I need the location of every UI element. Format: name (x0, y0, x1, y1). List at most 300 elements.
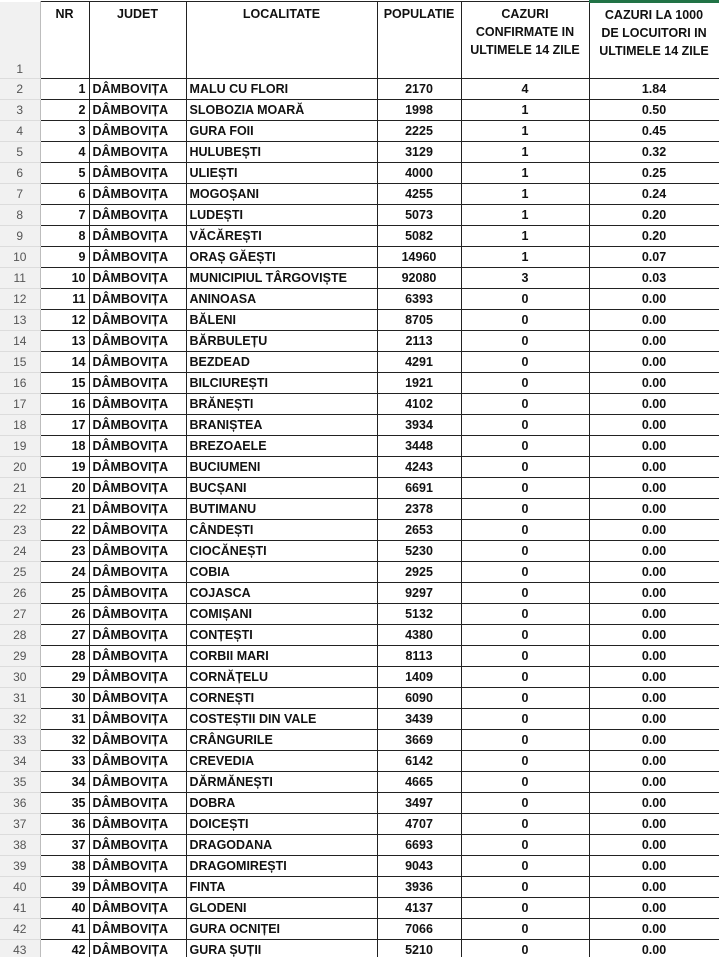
cell-nr[interactable]: 36 (40, 814, 89, 835)
cell-populatie[interactable]: 6691 (377, 478, 461, 499)
cell-judet[interactable]: DÂMBOVIȚA (89, 688, 186, 709)
cell-cazuri[interactable]: 0 (461, 940, 589, 957)
cell-localitate[interactable]: COSTEȘTII DIN VALE (186, 709, 377, 730)
cell-judet[interactable]: DÂMBOVIȚA (89, 289, 186, 310)
cell-populatie[interactable]: 1409 (377, 667, 461, 688)
cell-cazuri-la-1000[interactable]: 0.00 (589, 478, 719, 499)
cell-cazuri-la-1000[interactable]: 0.00 (589, 436, 719, 457)
row-number[interactable]: 8 (0, 205, 40, 226)
cell-localitate[interactable]: CREVEDIA (186, 751, 377, 772)
cell-cazuri[interactable]: 0 (461, 331, 589, 352)
cell-nr[interactable]: 10 (40, 268, 89, 289)
cell-judet[interactable]: DÂMBOVIȚA (89, 331, 186, 352)
cell-localitate[interactable]: COMIȘANI (186, 604, 377, 625)
cell-nr[interactable]: 24 (40, 562, 89, 583)
cell-judet[interactable]: DÂMBOVIȚA (89, 142, 186, 163)
cell-judet[interactable]: DÂMBOVIȚA (89, 310, 186, 331)
cell-cazuri[interactable]: 0 (461, 373, 589, 394)
cell-populatie[interactable]: 9043 (377, 856, 461, 877)
cell-judet[interactable]: DÂMBOVIȚA (89, 205, 186, 226)
cell-cazuri[interactable]: 0 (461, 310, 589, 331)
cell-localitate[interactable]: CIOCĂNEȘTI (186, 541, 377, 562)
cell-nr[interactable]: 29 (40, 667, 89, 688)
cell-judet[interactable]: DÂMBOVIȚA (89, 457, 186, 478)
cell-populatie[interactable]: 1998 (377, 100, 461, 121)
cell-cazuri[interactable]: 0 (461, 709, 589, 730)
cell-cazuri-la-1000[interactable]: 0.00 (589, 709, 719, 730)
row-number[interactable]: 12 (0, 289, 40, 310)
cell-cazuri-la-1000[interactable]: 0.00 (589, 835, 719, 856)
cell-cazuri-la-1000[interactable]: 0.07 (589, 247, 719, 268)
cell-populatie[interactable]: 7066 (377, 919, 461, 940)
cell-judet[interactable]: DÂMBOVIȚA (89, 646, 186, 667)
row-number[interactable]: 6 (0, 163, 40, 184)
cell-cazuri-la-1000[interactable]: 0.00 (589, 331, 719, 352)
cell-populatie[interactable]: 4000 (377, 163, 461, 184)
cell-localitate[interactable]: ULIEȘTI (186, 163, 377, 184)
row-number[interactable]: 41 (0, 898, 40, 919)
cell-cazuri-la-1000[interactable]: 0.00 (589, 793, 719, 814)
cell-cazuri[interactable]: 0 (461, 415, 589, 436)
row-number[interactable]: 21 (0, 478, 40, 499)
row-number[interactable]: 14 (0, 331, 40, 352)
cell-cazuri[interactable]: 1 (461, 247, 589, 268)
cell-cazuri-la-1000[interactable]: 0.00 (589, 415, 719, 436)
cell-nr[interactable]: 27 (40, 625, 89, 646)
cell-populatie[interactable]: 2225 (377, 121, 461, 142)
row-number[interactable]: 20 (0, 457, 40, 478)
cell-populatie[interactable]: 3934 (377, 415, 461, 436)
cell-populatie[interactable]: 3448 (377, 436, 461, 457)
cell-cazuri-la-1000[interactable]: 0.00 (589, 877, 719, 898)
cell-nr[interactable]: 37 (40, 835, 89, 856)
cell-cazuri-la-1000[interactable]: 0.20 (589, 226, 719, 247)
cell-cazuri-la-1000[interactable]: 0.32 (589, 142, 719, 163)
cell-nr[interactable]: 9 (40, 247, 89, 268)
cell-localitate[interactable]: GURA FOII (186, 121, 377, 142)
row-number[interactable]: 29 (0, 646, 40, 667)
cell-localitate[interactable]: MOGOȘANI (186, 184, 377, 205)
cell-nr[interactable]: 12 (40, 310, 89, 331)
cell-cazuri[interactable]: 0 (461, 541, 589, 562)
cell-populatie[interactable]: 4380 (377, 625, 461, 646)
cell-cazuri[interactable]: 4 (461, 79, 589, 100)
cell-nr[interactable]: 23 (40, 541, 89, 562)
cell-judet[interactable]: DÂMBOVIȚA (89, 940, 186, 957)
cell-localitate[interactable]: COJASCA (186, 583, 377, 604)
cell-nr[interactable]: 16 (40, 394, 89, 415)
row-number[interactable]: 15 (0, 352, 40, 373)
cell-populatie[interactable]: 8705 (377, 310, 461, 331)
cell-localitate[interactable]: CORNEȘTI (186, 688, 377, 709)
cell-judet[interactable]: DÂMBOVIȚA (89, 667, 186, 688)
cell-cazuri[interactable]: 0 (461, 583, 589, 604)
row-number[interactable]: 36 (0, 793, 40, 814)
row-number[interactable]: 9 (0, 226, 40, 247)
cell-judet[interactable]: DÂMBOVIȚA (89, 625, 186, 646)
cell-nr[interactable]: 32 (40, 730, 89, 751)
header-populatie[interactable]: POPULATIE (377, 2, 461, 79)
cell-populatie[interactable]: 3439 (377, 709, 461, 730)
cell-localitate[interactable]: BRĂNEȘTI (186, 394, 377, 415)
cell-nr[interactable]: 33 (40, 751, 89, 772)
cell-cazuri-la-1000[interactable]: 0.00 (589, 919, 719, 940)
row-number[interactable]: 39 (0, 856, 40, 877)
row-number[interactable]: 31 (0, 688, 40, 709)
cell-nr[interactable]: 22 (40, 520, 89, 541)
cell-judet[interactable]: DÂMBOVIȚA (89, 520, 186, 541)
row-number[interactable]: 5 (0, 142, 40, 163)
row-number[interactable]: 3 (0, 100, 40, 121)
cell-cazuri-la-1000[interactable]: 0.00 (589, 730, 719, 751)
row-number[interactable]: 42 (0, 919, 40, 940)
cell-cazuri[interactable]: 0 (461, 646, 589, 667)
cell-nr[interactable]: 19 (40, 457, 89, 478)
cell-judet[interactable]: DÂMBOVIȚA (89, 163, 186, 184)
cell-cazuri-la-1000[interactable]: 0.45 (589, 121, 719, 142)
cell-populatie[interactable]: 5082 (377, 226, 461, 247)
cell-populatie[interactable]: 6393 (377, 289, 461, 310)
cell-localitate[interactable]: GURA ȘUȚII (186, 940, 377, 957)
cell-localitate[interactable]: BILCIUREȘTI (186, 373, 377, 394)
cell-nr[interactable]: 8 (40, 226, 89, 247)
cell-cazuri[interactable]: 0 (461, 625, 589, 646)
cell-localitate[interactable]: GURA OCNIȚEI (186, 919, 377, 940)
row-number[interactable]: 24 (0, 541, 40, 562)
cell-judet[interactable]: DÂMBOVIȚA (89, 835, 186, 856)
cell-populatie[interactable]: 4243 (377, 457, 461, 478)
cell-localitate[interactable]: ORAȘ GĂEȘTI (186, 247, 377, 268)
cell-cazuri-la-1000[interactable]: 0.00 (589, 310, 719, 331)
cell-nr[interactable]: 20 (40, 478, 89, 499)
cell-localitate[interactable]: BRANIȘTEA (186, 415, 377, 436)
cell-judet[interactable]: DÂMBOVIȚA (89, 877, 186, 898)
cell-populatie[interactable]: 2925 (377, 562, 461, 583)
row-number[interactable]: 30 (0, 667, 40, 688)
cell-populatie[interactable]: 4291 (377, 352, 461, 373)
cell-judet[interactable]: DÂMBOVIȚA (89, 121, 186, 142)
cell-cazuri[interactable]: 0 (461, 730, 589, 751)
cell-cazuri[interactable]: 1 (461, 205, 589, 226)
cell-nr[interactable]: 38 (40, 856, 89, 877)
cell-judet[interactable]: DÂMBOVIȚA (89, 268, 186, 289)
cell-localitate[interactable]: MUNICIPIUL TÂRGOVIȘTE (186, 268, 377, 289)
cell-judet[interactable]: DÂMBOVIȚA (89, 814, 186, 835)
cell-localitate[interactable]: DRAGODANA (186, 835, 377, 856)
cell-judet[interactable]: DÂMBOVIȚA (89, 730, 186, 751)
cell-cazuri[interactable]: 1 (461, 100, 589, 121)
row-number[interactable]: 19 (0, 436, 40, 457)
cell-judet[interactable]: DÂMBOVIȚA (89, 751, 186, 772)
cell-populatie[interactable]: 5073 (377, 205, 461, 226)
row-number[interactable]: 23 (0, 520, 40, 541)
cell-judet[interactable]: DÂMBOVIȚA (89, 856, 186, 877)
cell-cazuri[interactable]: 1 (461, 184, 589, 205)
cell-populatie[interactable]: 3129 (377, 142, 461, 163)
cell-cazuri-la-1000[interactable]: 0.00 (589, 562, 719, 583)
cell-cazuri-la-1000[interactable]: 0.50 (589, 100, 719, 121)
cell-localitate[interactable]: VĂCĂREȘTI (186, 226, 377, 247)
cell-cazuri[interactable]: 0 (461, 394, 589, 415)
cell-judet[interactable]: DÂMBOVIȚA (89, 247, 186, 268)
cell-cazuri[interactable]: 1 (461, 121, 589, 142)
cell-cazuri-la-1000[interactable]: 0.00 (589, 373, 719, 394)
cell-populatie[interactable]: 6090 (377, 688, 461, 709)
cell-cazuri-la-1000[interactable]: 0.00 (589, 688, 719, 709)
cell-judet[interactable]: DÂMBOVIȚA (89, 709, 186, 730)
cell-judet[interactable]: DÂMBOVIȚA (89, 478, 186, 499)
cell-nr[interactable]: 1 (40, 79, 89, 100)
cell-nr[interactable]: 14 (40, 352, 89, 373)
cell-populatie[interactable]: 2378 (377, 499, 461, 520)
cell-cazuri-la-1000[interactable]: 0.00 (589, 394, 719, 415)
row-number[interactable]: 18 (0, 415, 40, 436)
cell-populatie[interactable]: 8113 (377, 646, 461, 667)
cell-cazuri[interactable]: 0 (461, 604, 589, 625)
cell-cazuri[interactable]: 0 (461, 793, 589, 814)
cell-populatie[interactable]: 2113 (377, 331, 461, 352)
header-cazuri-la-1000[interactable] (589, 2, 719, 79)
cell-judet[interactable]: DÂMBOVIȚA (89, 541, 186, 562)
cell-nr[interactable]: 42 (40, 940, 89, 957)
row-number[interactable]: 33 (0, 730, 40, 751)
cell-cazuri-la-1000[interactable]: 0.00 (589, 520, 719, 541)
cell-populatie[interactable]: 3497 (377, 793, 461, 814)
row-number[interactable]: 17 (0, 394, 40, 415)
cell-localitate[interactable]: MALU CU FLORI (186, 79, 377, 100)
cell-localitate[interactable]: DOICEȘTI (186, 814, 377, 835)
cell-cazuri[interactable]: 1 (461, 163, 589, 184)
cell-judet[interactable]: DÂMBOVIȚA (89, 919, 186, 940)
cell-populatie[interactable]: 3936 (377, 877, 461, 898)
cell-judet[interactable]: DÂMBOVIȚA (89, 352, 186, 373)
cell-nr[interactable]: 13 (40, 331, 89, 352)
cell-cazuri[interactable]: 0 (461, 835, 589, 856)
cell-cazuri-la-1000[interactable]: 0.20 (589, 205, 719, 226)
row-number[interactable]: 1 (0, 2, 40, 79)
row-number[interactable]: 43 (0, 940, 40, 957)
cell-cazuri-la-1000[interactable]: 0.00 (589, 856, 719, 877)
cell-cazuri[interactable]: 0 (461, 478, 589, 499)
row-number[interactable]: 22 (0, 499, 40, 520)
row-number[interactable]: 27 (0, 604, 40, 625)
row-number[interactable]: 16 (0, 373, 40, 394)
cell-localitate[interactable]: CORNĂȚELU (186, 667, 377, 688)
cell-cazuri-la-1000[interactable]: 0.00 (589, 604, 719, 625)
cell-nr[interactable]: 30 (40, 688, 89, 709)
cell-populatie[interactable]: 5210 (377, 940, 461, 957)
cell-populatie[interactable]: 6693 (377, 835, 461, 856)
row-number[interactable]: 13 (0, 310, 40, 331)
cell-populatie[interactable]: 14960 (377, 247, 461, 268)
cell-nr[interactable]: 35 (40, 793, 89, 814)
cell-judet[interactable]: DÂMBOVIȚA (89, 373, 186, 394)
cell-populatie[interactable]: 5132 (377, 604, 461, 625)
cell-localitate[interactable]: CÂNDEȘTI (186, 520, 377, 541)
cell-localitate[interactable]: BUCȘANI (186, 478, 377, 499)
cell-populatie[interactable]: 3669 (377, 730, 461, 751)
header-localitate[interactable]: LOCALITATE (186, 2, 377, 79)
cell-localitate[interactable]: CRÂNGURILE (186, 730, 377, 751)
cell-localitate[interactable]: CONȚEȘTI (186, 625, 377, 646)
cell-cazuri[interactable]: 0 (461, 352, 589, 373)
cell-localitate[interactable]: HULUBEȘTI (186, 142, 377, 163)
row-number[interactable]: 35 (0, 772, 40, 793)
cell-cazuri-la-1000[interactable]: 0.00 (589, 751, 719, 772)
header-judet[interactable]: JUDET (89, 2, 186, 79)
cell-judet[interactable]: DÂMBOVIȚA (89, 583, 186, 604)
cell-cazuri-la-1000[interactable]: 0.00 (589, 583, 719, 604)
cell-nr[interactable]: 21 (40, 499, 89, 520)
cell-populatie[interactable]: 4102 (377, 394, 461, 415)
cell-cazuri-la-1000[interactable]: 0.00 (589, 457, 719, 478)
cell-judet[interactable]: DÂMBOVIȚA (89, 562, 186, 583)
cell-nr[interactable]: 25 (40, 583, 89, 604)
cell-localitate[interactable]: BĂRBULEȚU (186, 331, 377, 352)
cell-nr[interactable]: 2 (40, 100, 89, 121)
cell-cazuri-la-1000[interactable]: 0.00 (589, 499, 719, 520)
cell-nr[interactable]: 3 (40, 121, 89, 142)
cell-cazuri[interactable]: 0 (461, 688, 589, 709)
row-number[interactable]: 2 (0, 79, 40, 100)
cell-localitate[interactable]: BEZDEAD (186, 352, 377, 373)
cell-nr[interactable]: 6 (40, 184, 89, 205)
cell-nr[interactable]: 5 (40, 163, 89, 184)
cell-cazuri[interactable]: 0 (461, 457, 589, 478)
cell-cazuri-la-1000[interactable]: 0.03 (589, 268, 719, 289)
cell-nr[interactable]: 15 (40, 373, 89, 394)
cell-cazuri[interactable]: 1 (461, 142, 589, 163)
header-cazuri[interactable] (461, 2, 589, 79)
cell-cazuri[interactable]: 0 (461, 856, 589, 877)
cell-nr[interactable]: 41 (40, 919, 89, 940)
cell-cazuri-la-1000[interactable]: 0.00 (589, 814, 719, 835)
cell-cazuri-la-1000[interactable]: 0.00 (589, 772, 719, 793)
cell-cazuri-la-1000[interactable]: 0.00 (589, 541, 719, 562)
cell-judet[interactable]: DÂMBOVIȚA (89, 184, 186, 205)
cell-judet[interactable]: DÂMBOVIȚA (89, 898, 186, 919)
cell-localitate[interactable]: SLOBOZIA MOARĂ (186, 100, 377, 121)
cell-populatie[interactable]: 5230 (377, 541, 461, 562)
cell-nr[interactable]: 31 (40, 709, 89, 730)
cell-nr[interactable]: 11 (40, 289, 89, 310)
cell-populatie[interactable]: 4665 (377, 772, 461, 793)
row-number[interactable]: 38 (0, 835, 40, 856)
cell-judet[interactable]: DÂMBOVIȚA (89, 226, 186, 247)
cell-populatie[interactable]: 4707 (377, 814, 461, 835)
cell-cazuri-la-1000[interactable]: 0.00 (589, 352, 719, 373)
cell-cazuri[interactable]: 0 (461, 877, 589, 898)
cell-cazuri[interactable]: 0 (461, 520, 589, 541)
cell-cazuri[interactable]: 0 (461, 814, 589, 835)
cell-populatie[interactable]: 9297 (377, 583, 461, 604)
cell-judet[interactable]: DÂMBOVIȚA (89, 436, 186, 457)
cell-populatie[interactable]: 92080 (377, 268, 461, 289)
cell-cazuri-la-1000[interactable]: 0.00 (589, 646, 719, 667)
cell-judet[interactable]: DÂMBOVIȚA (89, 604, 186, 625)
cell-cazuri-la-1000[interactable]: 0.00 (589, 289, 719, 310)
cell-nr[interactable]: 34 (40, 772, 89, 793)
row-number[interactable]: 37 (0, 814, 40, 835)
cell-localitate[interactable]: BUTIMANU (186, 499, 377, 520)
row-number[interactable]: 28 (0, 625, 40, 646)
cell-judet[interactable]: DÂMBOVIȚA (89, 100, 186, 121)
header-nr[interactable]: NR (40, 2, 89, 79)
cell-localitate[interactable]: COBIA (186, 562, 377, 583)
cell-cazuri-la-1000[interactable]: 0.00 (589, 898, 719, 919)
cell-cazuri[interactable]: 0 (461, 919, 589, 940)
cell-nr[interactable]: 39 (40, 877, 89, 898)
row-number[interactable]: 11 (0, 268, 40, 289)
cell-localitate[interactable]: FINTA (186, 877, 377, 898)
row-number[interactable]: 40 (0, 877, 40, 898)
cell-cazuri[interactable]: 0 (461, 772, 589, 793)
cell-judet[interactable]: DÂMBOVIȚA (89, 79, 186, 100)
cell-judet[interactable]: DÂMBOVIȚA (89, 415, 186, 436)
cell-judet[interactable]: DÂMBOVIȚA (89, 394, 186, 415)
cell-judet[interactable]: DÂMBOVIȚA (89, 793, 186, 814)
row-number[interactable]: 4 (0, 121, 40, 142)
cell-nr[interactable]: 7 (40, 205, 89, 226)
cell-nr[interactable]: 4 (40, 142, 89, 163)
cell-cazuri[interactable]: 0 (461, 289, 589, 310)
cell-populatie[interactable]: 1921 (377, 373, 461, 394)
cell-populatie[interactable]: 4137 (377, 898, 461, 919)
cell-localitate[interactable]: BREZOAELE (186, 436, 377, 457)
cell-populatie[interactable]: 2653 (377, 520, 461, 541)
cell-cazuri-la-1000[interactable]: 0.00 (589, 667, 719, 688)
cell-localitate[interactable]: ANINOASA (186, 289, 377, 310)
cell-populatie[interactable]: 6142 (377, 751, 461, 772)
cell-localitate[interactable]: DOBRA (186, 793, 377, 814)
cell-cazuri[interactable]: 0 (461, 436, 589, 457)
cell-localitate[interactable]: DĂRMĂNEȘTI (186, 772, 377, 793)
cell-populatie[interactable]: 4255 (377, 184, 461, 205)
cell-cazuri[interactable]: 0 (461, 667, 589, 688)
cell-cazuri[interactable]: 0 (461, 562, 589, 583)
cell-cazuri-la-1000[interactable]: 0.25 (589, 163, 719, 184)
row-number[interactable]: 7 (0, 184, 40, 205)
cell-localitate[interactable]: LUDEȘTI (186, 205, 377, 226)
row-number[interactable]: 25 (0, 562, 40, 583)
row-number[interactable]: 34 (0, 751, 40, 772)
row-number[interactable]: 32 (0, 709, 40, 730)
cell-cazuri[interactable]: 1 (461, 226, 589, 247)
row-number[interactable]: 10 (0, 247, 40, 268)
cell-cazuri[interactable]: 3 (461, 268, 589, 289)
cell-cazuri-la-1000[interactable]: 0.24 (589, 184, 719, 205)
cell-populatie[interactable]: 2170 (377, 79, 461, 100)
cell-cazuri-la-1000[interactable]: 0.00 (589, 940, 719, 957)
cell-nr[interactable]: 28 (40, 646, 89, 667)
cell-nr[interactable]: 17 (40, 415, 89, 436)
cell-cazuri[interactable]: 0 (461, 898, 589, 919)
cell-localitate[interactable]: GLODENI (186, 898, 377, 919)
cell-localitate[interactable]: CORBII MARI (186, 646, 377, 667)
cell-cazuri-la-1000[interactable]: 0.00 (589, 625, 719, 646)
cell-nr[interactable]: 18 (40, 436, 89, 457)
cell-nr[interactable]: 40 (40, 898, 89, 919)
row-number[interactable]: 26 (0, 583, 40, 604)
cell-nr[interactable]: 26 (40, 604, 89, 625)
cell-localitate[interactable]: BUCIUMENI (186, 457, 377, 478)
cell-localitate[interactable]: BĂLENI (186, 310, 377, 331)
cell-cazuri-la-1000[interactable]: 1.84 (589, 79, 719, 100)
cell-cazuri[interactable]: 0 (461, 499, 589, 520)
cell-judet[interactable]: DÂMBOVIȚA (89, 772, 186, 793)
cell-judet[interactable]: DÂMBOVIȚA (89, 499, 186, 520)
cell-localitate[interactable]: DRAGOMIREȘTI (186, 856, 377, 877)
